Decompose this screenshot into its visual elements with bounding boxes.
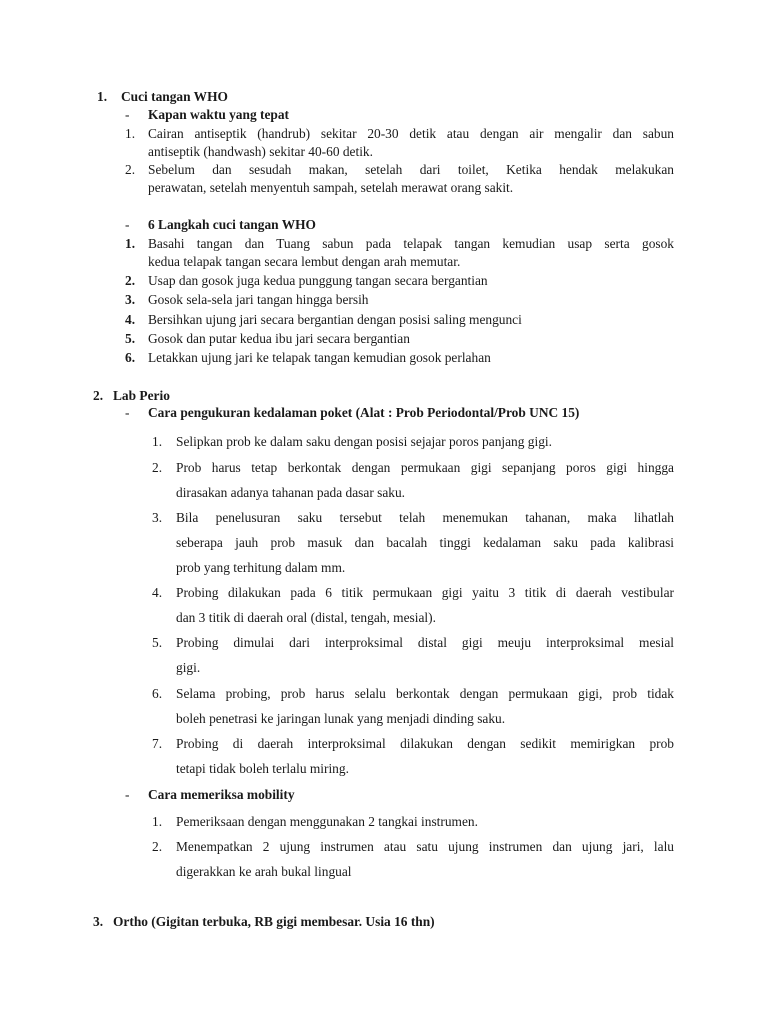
- list-item-line: Pemeriksaan dengan menggunakan 2 tangkai instrumen.: [176, 814, 478, 829]
- subsection-heading: Cara pengukuran kedalaman poket (Alat : Prob Periodontal/Prob UNC 15): [148, 405, 580, 420]
- list-item-line: Bila penelusuran saku tersebut telah menemukan tahanan, maka lihatlah: [176, 510, 674, 525]
- subsection-bullet: -: [125, 787, 130, 802]
- section-number: 3.: [93, 914, 104, 929]
- list-item-number: 3.: [125, 292, 136, 307]
- list-item-line: seberapa jauh prob masuk dan bacalah tinggi kedalaman saku pada kalibrasi: [176, 535, 674, 550]
- list-item-line: Gosok sela-sela jari tangan hingga bersih: [148, 292, 369, 307]
- list-item-line: boleh penetrasi ke jaringan lunak yang menjadi dinding saku.: [176, 711, 506, 726]
- list-item-number: 6.: [125, 350, 136, 365]
- list-item-line: Cairan antiseptik (handrub) sekitar 20-30 detik atau dengan air mengalir dan sabun: [148, 126, 674, 141]
- list-item-line: Selama probing, prob harus selalu berkontak dengan permukaan gigi, prob tidak: [176, 686, 674, 701]
- list-item-line: perawatan, setelah menyentuh sampah, setelah merawat orang sakit.: [148, 180, 514, 195]
- list-item-number: 7.: [152, 736, 163, 751]
- list-item-line: Menempatkan 2 ujung instrumen atau satu ujung instrumen dan ujung jari, lalu: [176, 839, 674, 854]
- list-item-number: 2.: [125, 162, 136, 177]
- list-item-line: kedua telapak tangan secara lembut dengan arah memutar.: [148, 254, 461, 269]
- subsection-heading: Kapan waktu yang tepat: [148, 107, 290, 122]
- list-item-number: 1.: [125, 126, 136, 141]
- subsection-heading: 6 Langkah cuci tangan WHO: [148, 217, 316, 232]
- section-number: 2.: [93, 388, 104, 403]
- list-item-number: 1.: [125, 236, 136, 251]
- list-item-number: 1.: [152, 434, 163, 449]
- section-title: Cuci tangan WHO: [121, 89, 228, 104]
- section-title: Lab Perio: [113, 388, 170, 403]
- list-item-line: Selipkan prob ke dalam saku dengan posisi sejajar poros panjang gigi.: [176, 434, 552, 449]
- list-item-number: 3.: [152, 510, 163, 525]
- list-item-line: Sebelum dan sesudah makan, setelah dari toilet, Ketika hendak melakukan: [148, 162, 674, 177]
- list-item-number: 5.: [125, 331, 136, 346]
- list-item-number: 2.: [152, 839, 163, 854]
- list-item-number: 4.: [125, 312, 136, 327]
- list-item-line: Gosok dan putar kedua ibu jari secara bergantian: [148, 331, 410, 346]
- subsection-heading: Cara memeriksa mobility: [148, 787, 295, 802]
- subsection-bullet: -: [125, 217, 130, 232]
- list-item-line: Probing dimulai dari interproksimal distal gigi meuju interproksimal mesial: [176, 635, 674, 650]
- list-item-line: antiseptik (handwash) sekitar 40-60 detik.: [148, 144, 373, 159]
- list-item-number: 2.: [125, 273, 136, 288]
- list-item-line: Usap dan gosok juga kedua punggung tangan secara bergantian: [148, 273, 488, 288]
- section-number: 1.: [97, 89, 108, 104]
- list-item-line: Prob harus tetap berkontak dengan permukaan gigi sepanjang poros gigi hingga: [176, 460, 674, 475]
- list-item-number: 5.: [152, 635, 163, 650]
- subsection-bullet: -: [125, 405, 130, 420]
- list-item-number: 4.: [152, 585, 163, 600]
- list-item-line: Letakkan ujung jari ke telapak tangan kemudian gosok perlahan: [148, 350, 491, 365]
- list-item-line: prob yang terhitung dalam mm.: [176, 560, 346, 575]
- list-item-line: dirasakan adanya tahanan pada dasar saku.: [176, 485, 406, 500]
- list-item-line: tetapi tidak boleh terlalu miring.: [176, 761, 349, 776]
- list-item-line: gigi.: [176, 660, 201, 675]
- section-title: Ortho (Gigitan terbuka, RB gigi membesar. Usia 16 thn): [113, 914, 435, 929]
- list-item-line: dan 3 titik di daerah oral (distal, tengah, mesial).: [176, 610, 436, 625]
- list-item-number: 1.: [152, 814, 163, 829]
- subsection-bullet: -: [125, 107, 130, 122]
- list-item-line: Probing di daerah interproksimal dilakukan dengan sedikit memirigkan prob: [176, 736, 674, 751]
- list-item-line: Basahi tangan dan Tuang sabun pada telapak tangan kemudian usap serta gosok: [148, 236, 674, 251]
- list-item-line: Bersihkan ujung jari secara bergantian dengan posisi saling mengunci: [148, 312, 522, 327]
- list-item-line: Probing dilakukan pada 6 titik permukaan gigi yaitu 3 titik di daerah vestibular: [176, 585, 674, 600]
- list-item-number: 2.: [152, 460, 163, 475]
- list-item-line: digerakkan ke arah bukal lingual: [176, 864, 352, 879]
- list-item-number: 6.: [152, 686, 163, 701]
